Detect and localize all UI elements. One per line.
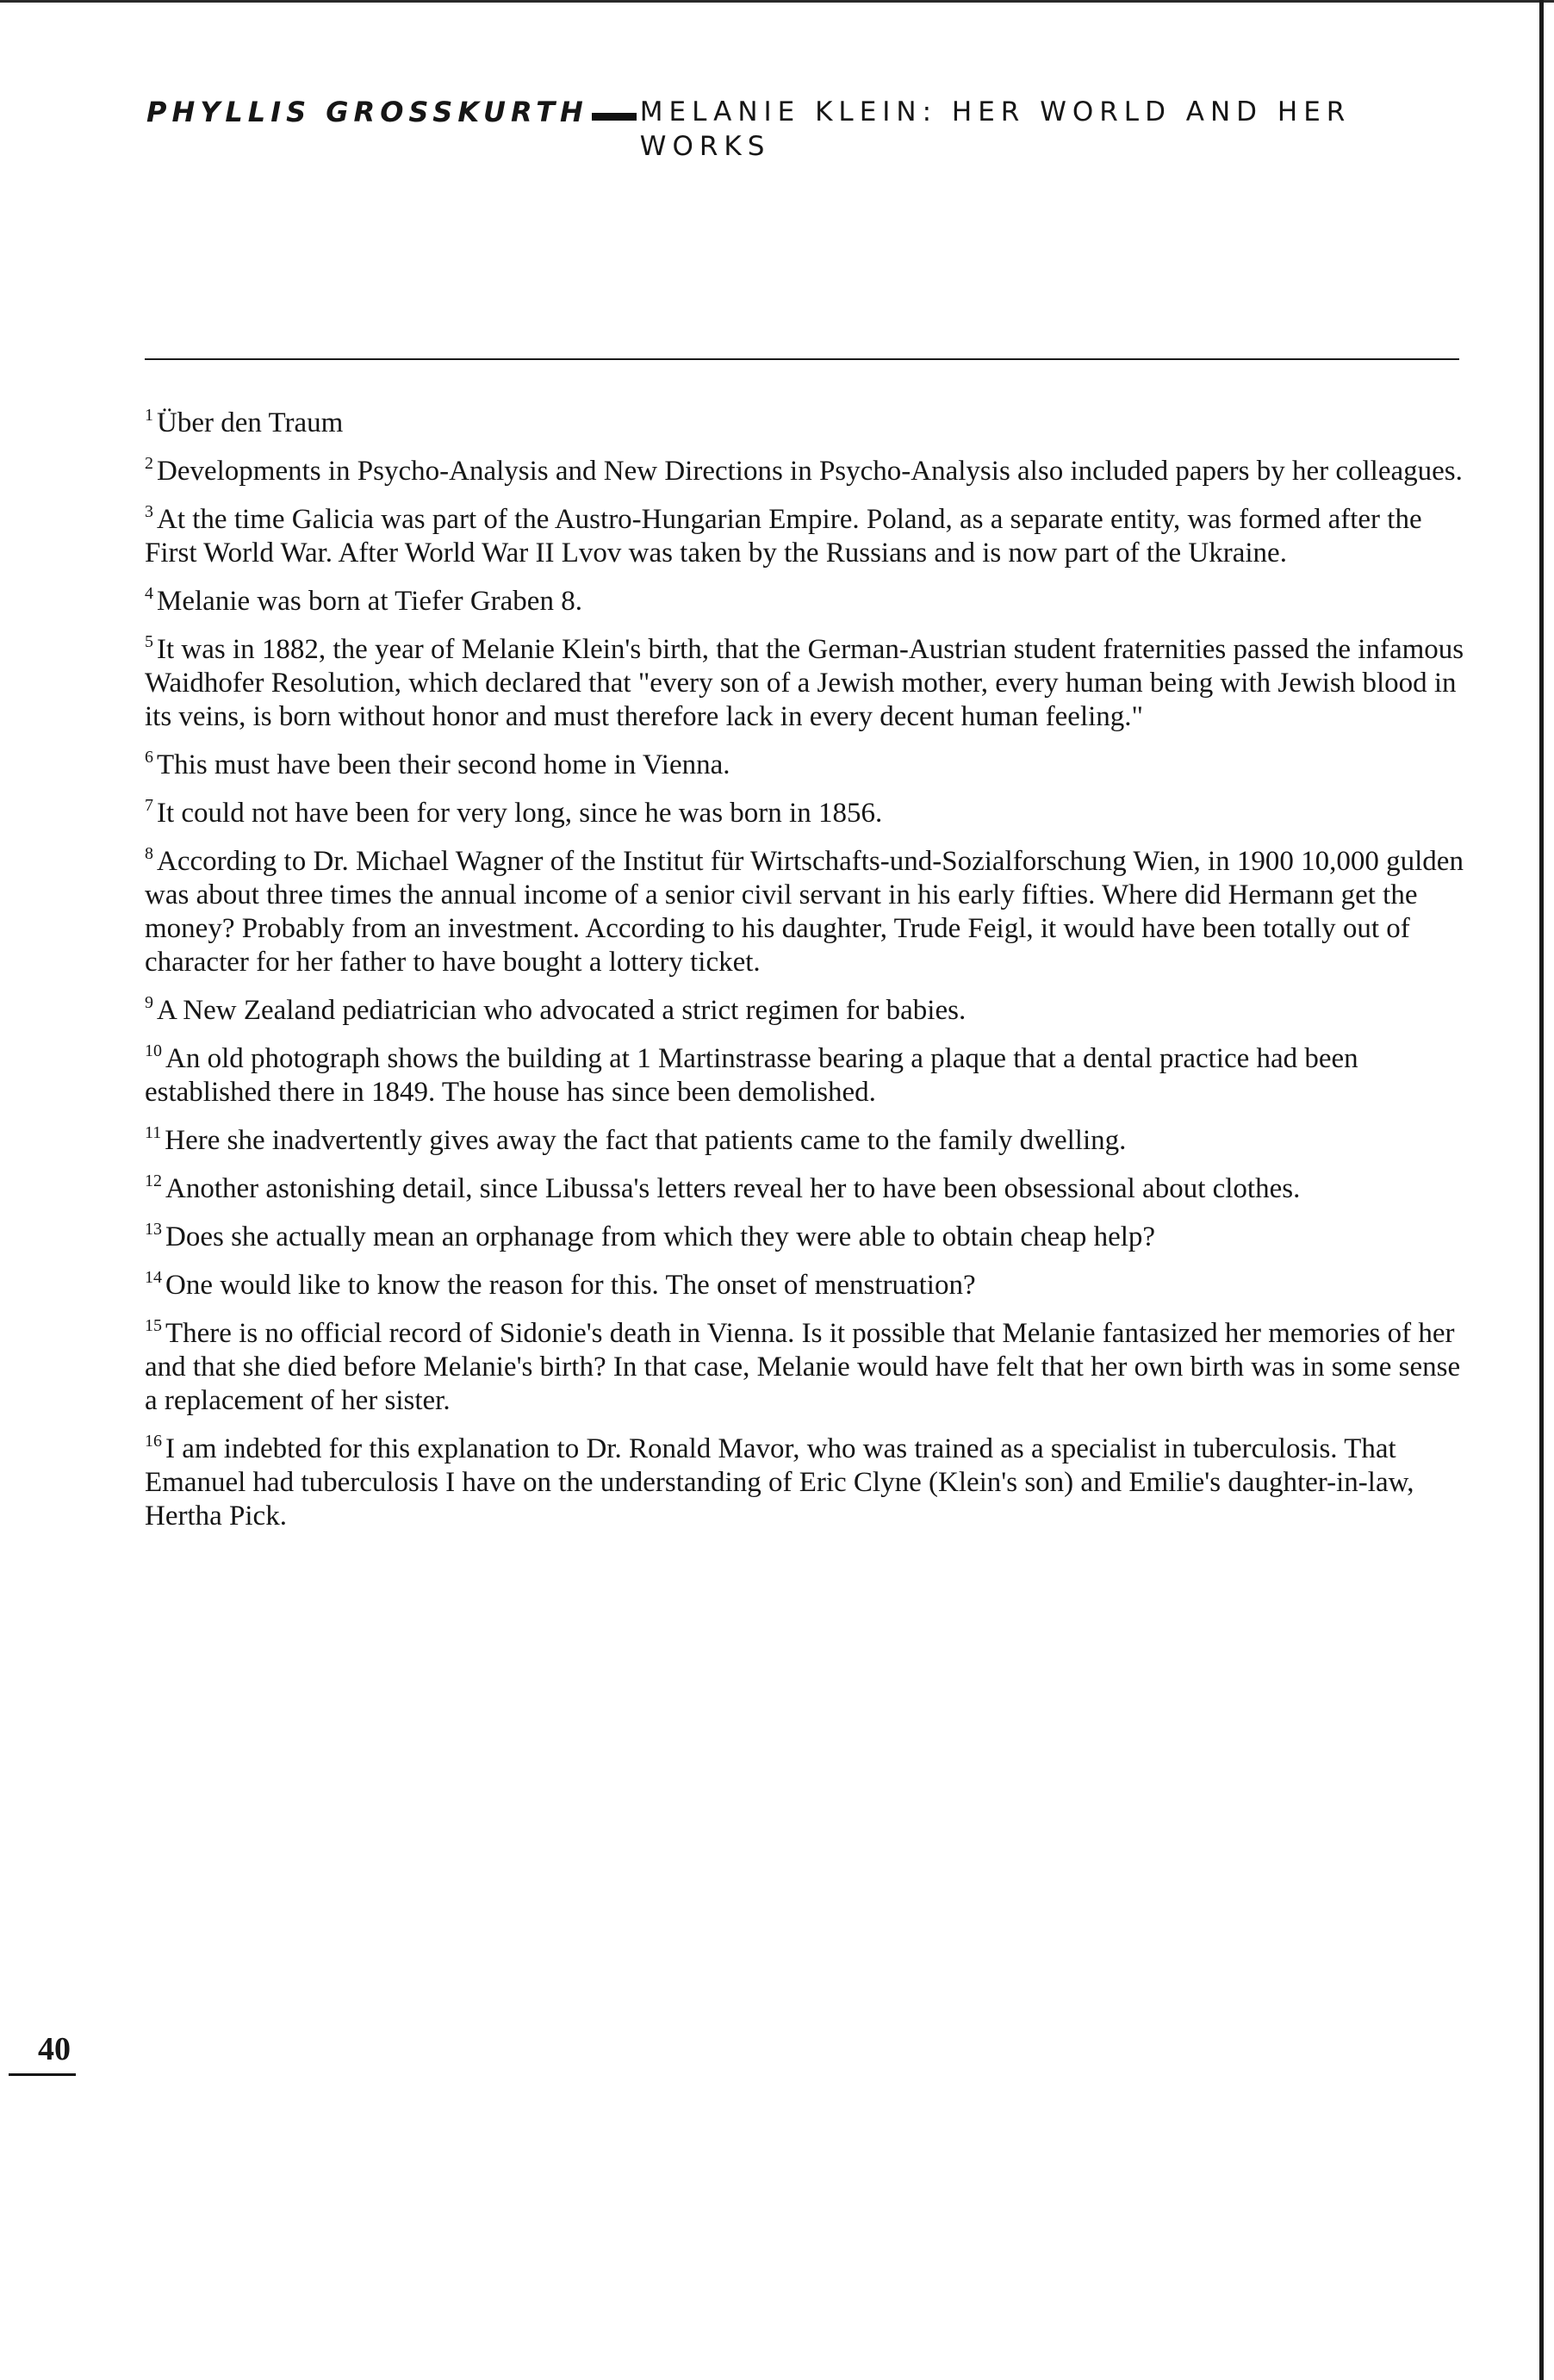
endnote-number: 8 bbox=[145, 844, 153, 863]
endnote-number: 4 bbox=[145, 584, 153, 603]
endnote bbox=[145, 1221, 1464, 1254]
endnote-text: Does she actually mean an orphanage from which they were able to obtain cheap help? bbox=[165, 1221, 1156, 1252]
page-number-underline bbox=[9, 2073, 76, 2076]
endnote-number: 2 bbox=[145, 454, 153, 473]
endnote-text: A New Zealand pediatrician who advocated a strict regimen for babies. bbox=[157, 995, 967, 1026]
scan-right-edge bbox=[1539, 0, 1544, 2380]
endnote-text: It could not have been for very long, since he was born in 1856. bbox=[157, 798, 883, 829]
endnote-text: One would like to know the reason for this. The onset of menstruation? bbox=[165, 1270, 976, 1301]
endnote-number: 13 bbox=[145, 1220, 162, 1239]
endnote-text: There is no official record of Sidonie's death in Vienna. Is it possible that Melanie fantasized her memories of her and that she died before Melanie's birth? In that case, Melanie would have felt that her own birth was in some sense a replacement of her sister. bbox=[145, 1318, 1461, 1416]
endnote bbox=[145, 1317, 1464, 1418]
endnote bbox=[145, 1172, 1464, 1206]
endnote-number: 7 bbox=[145, 796, 153, 815]
endnote-text: Über den Traum bbox=[157, 407, 344, 438]
notes-divider bbox=[145, 358, 1459, 360]
endnote bbox=[145, 749, 1464, 782]
endnote-number: 16 bbox=[145, 1432, 162, 1451]
endnote bbox=[145, 1269, 1464, 1302]
endnote-number: 15 bbox=[145, 1316, 162, 1335]
endnote bbox=[145, 994, 1464, 1028]
endnotes-list bbox=[145, 407, 1464, 1548]
endnote bbox=[145, 1042, 1464, 1109]
endnote-text: I am indebted for this explanation to Dr. Ronald Mavor, who was trained as a specialist in tuberculosis. That Emanuel had tuberculosis I have on the understanding of Eric Clyne (Klein's son) and Emilie's daughter-in-law, Hertha Pick. bbox=[145, 1433, 1414, 1532]
endnote-number: 3 bbox=[145, 502, 153, 521]
endnote-number: 9 bbox=[145, 993, 153, 1012]
endnote-text: This must have been their second home in Vienna. bbox=[157, 749, 730, 780]
running-head bbox=[146, 95, 1439, 164]
endnote bbox=[145, 633, 1464, 734]
endnote-text: Developments in Psycho-Analysis and New Directions in Psycho-Analysis also included papers by her colleagues. bbox=[157, 456, 1463, 487]
endnote-text: An old photograph shows the building at 1 Martinstrasse bearing a plaque that a dental practice had been established there in 1849. The house has since been demolished. bbox=[145, 1043, 1358, 1108]
endnote-number: 6 bbox=[145, 748, 153, 767]
endnote bbox=[145, 1432, 1464, 1533]
endnote-number: 10 bbox=[145, 1041, 162, 1060]
endnote-text: At the time Galicia was part of the Austro-Hungarian Empire. Poland, as a separate entity, was formed after the First World War. After World War II Lvov was taken by the Russians and is now part of the Ukraine. bbox=[145, 504, 1422, 569]
endnote-text: Here she inadvertently gives away the fact that patients came to the family dwelling. bbox=[165, 1125, 1127, 1156]
endnote bbox=[145, 845, 1464, 979]
running-head-separator bbox=[592, 113, 637, 121]
endnote-text: Another astonishing detail, since Libussa's letters reveal her to have been obsessional about clothes. bbox=[165, 1173, 1301, 1204]
endnote bbox=[145, 503, 1464, 570]
endnote bbox=[145, 407, 1464, 440]
endnote bbox=[145, 585, 1464, 618]
endnote-text: According to Dr. Michael Wagner of the Institut für Wirtschafts-und-Sozialforschung Wien, in 1900 10,000 gulden was about three times the annual income of a senior civil servant in his early fifties. Where did Hermann get the money? Probably from an investment. According to his daughter, Trude Feigl, it would have been totally out of character for her father to have bought a lottery ticket. bbox=[145, 846, 1464, 978]
running-head-title: MELANIE KLEIN: HER WORLD AND HER WORKS bbox=[639, 96, 1352, 162]
endnote bbox=[145, 797, 1464, 830]
endnote-text: It was in 1882, the year of Melanie Klein's birth, that the German-Austrian student fraternities passed the infamous Waidhofer Resolution, which declared that "every son of a Jewish mother, every human being with Jewish blood in its veins, is born without honor and must therefore lack in every decent human feeling." bbox=[145, 634, 1464, 732]
running-head-author: PHYLLIS GROSSKURTH bbox=[146, 96, 588, 128]
endnote bbox=[145, 1124, 1464, 1158]
page-number: 40 bbox=[38, 2031, 71, 2067]
endnote-text: Melanie was born at Tiefer Graben 8. bbox=[157, 586, 582, 617]
endnote-number: 1 bbox=[145, 406, 153, 425]
scan-top-edge bbox=[0, 0, 1554, 3]
endnote-number: 5 bbox=[145, 632, 153, 651]
endnote-number: 12 bbox=[145, 1171, 162, 1190]
endnote-number: 14 bbox=[145, 1268, 162, 1287]
endnote bbox=[145, 455, 1464, 488]
endnote-number: 11 bbox=[145, 1123, 162, 1142]
